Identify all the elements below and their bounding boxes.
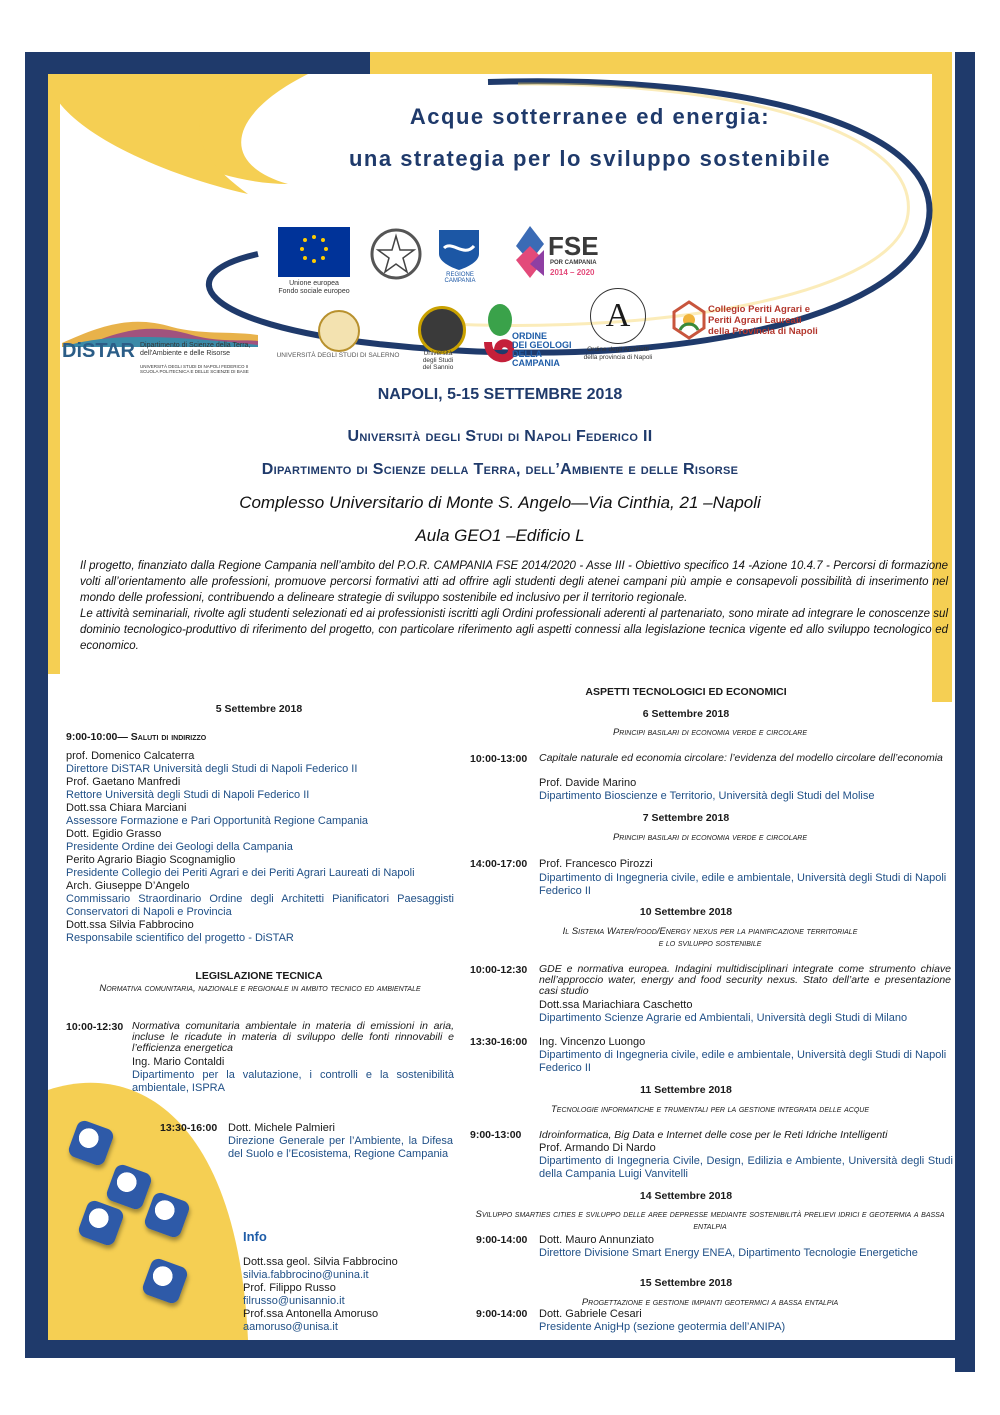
regione-campania-shield-icon <box>434 228 484 272</box>
university-name: Università degli Studi di Napoli Federico II <box>347 428 653 445</box>
distar-caption <box>140 342 250 358</box>
department-name: Dipartimento di Scienze della Terra, dell’Ambiente e delle Risorse <box>261 461 739 478</box>
day-15-affiliation: Presidente AnigHp (sezione geotermia dell’ANIPA) <box>539 1321 786 1333</box>
speaker-role: Presidente Collegio dei Periti Agrari e dei Periti Agrari Laureati di Napoli <box>66 867 415 879</box>
day-10-sub <box>470 926 950 950</box>
eu-caption-1: Unione europea <box>289 280 339 287</box>
frame-bar-top-yellow <box>370 52 950 74</box>
greetings-time: 9:00-10:00— <box>66 731 131 743</box>
periti-3: della Provincia di Napoli <box>708 326 818 337</box>
day-10b-time: 13:30-16:00 <box>470 1036 528 1048</box>
day-10a-time: 10:00-12:30 <box>470 964 528 976</box>
day-10a-affiliation: Dipartimento Scienze Agrarie ed Ambientali, Università degli Studi di Milano <box>539 1012 908 1024</box>
greetings-title: Saluti di indirizzo <box>130 731 207 743</box>
day-10-sub-1: Il Sistema Water/food/Energy nexus per la pianificazione territoriale <box>562 926 858 937</box>
leg2-affiliation: Direzione Generale per l’Ambiente, la Difesa del Suolo e l’Ecosistema, Regione Campania <box>228 1135 453 1160</box>
day-10b-affiliation: Dipartimento di Ingegneria civile, edile e ambientale, Università degli Studi di Napoli Federico II <box>539 1049 947 1074</box>
day-10a-topic: GDE e normativa europea. Indagini multidisciplinari integrate come strumento chiave nell’approccio water, energy and food security nexus. Stato dell’arte e presentazione casi studio <box>539 963 951 997</box>
room: Aula GEO1 –Edificio L <box>415 526 585 545</box>
distar-label: DiSTAR <box>62 340 135 362</box>
eu-caption-2: Fondo sociale europeo <box>278 288 350 295</box>
frame-bar-left <box>25 52 48 1357</box>
sannio-caption <box>412 350 464 371</box>
day-10-sub-2: e lo sviluppo sostenibile <box>658 938 762 949</box>
speaker-name: Dott. Egidio Grasso <box>66 828 162 840</box>
intro-paragraph-2: Le attività seminariali, rivolte agli studenti selezionati ed ai professionisti iscritti agli Ordini professionali aderenti al partenariato, sono mirate ad integrare le conoscenze sul dominio tecnologico-produttivo di riferimento del progetto, con particolare riferimento agli aspetti connessi alla legislazione tecnica vigente ed allo sviluppo tecnologico ed economico. <box>80 608 948 652</box>
periti-caption <box>708 304 818 337</box>
distar-sub-3: UNIVERSITÀ DEGLI STUDI DI NAPOLI FEDERICO II <box>140 364 249 369</box>
fse-label: FSE <box>548 231 599 261</box>
intro-text <box>80 558 948 654</box>
architetti-seal-icon: A <box>590 288 646 344</box>
periti-logo-icon <box>672 300 706 340</box>
day-15-speaker: Dott. Gabriele Cesari <box>539 1308 642 1320</box>
speaker-name: Prof. Gaetano Manfredi <box>66 776 181 788</box>
day-6-speaker: Prof. Davide Marino <box>539 777 637 789</box>
day-11-time: 9:00-13:00 <box>470 1129 522 1141</box>
day-14-sub: Sviluppo smarties cities e sviluppo delle aree depresse mediante sostenibilità prelievi idrici e geotermia a bassa entalpia <box>475 1209 945 1232</box>
sannio-2: degli Studi <box>422 357 454 364</box>
leg2-speaker: Dott. Michele Palmieri <box>228 1122 335 1134</box>
distar-sub-2: dell'Ambiente e delle Risorse <box>140 350 231 357</box>
contact-name: Dott.ssa geol. Silvia Fabbrocino <box>243 1256 398 1268</box>
day-6-affiliation: Dipartimento Bioscienze e Territorio, Università degli Studi del Molise <box>539 790 875 802</box>
speaker-name: prof. Domenico Calcaterra <box>66 750 195 762</box>
leg1-topic: Normativa comunitaria ambientale in materia di emissioni in aria, incluse le ricadute in materia di sviluppo delle fonti rinnovabili e l’efficienza energetica <box>132 1020 454 1054</box>
speaker-role: Presidente Ordine dei Geologi della Campania <box>66 841 293 853</box>
contact-email[interactable]: aamoruso@unisa.it <box>243 1321 338 1333</box>
day-7-sub: Principi basilari di economia verde e circolare <box>612 832 808 843</box>
geologi-logo-icon <box>484 302 514 372</box>
fse-sub: POR CAMPANIA <box>550 260 597 266</box>
architetti-1: Ordine degli Architetti <box>587 346 649 353</box>
salerno-label: UNIVERSITÀ DEGLI STUDI DI SALERNO <box>276 352 400 359</box>
day-5-heading: 5 Settembre 2018 <box>215 703 303 715</box>
day-7-speaker: Prof. Francesco Pirozzi <box>539 858 653 870</box>
eu-caption <box>268 280 360 296</box>
title-line-2: una strategia per lo sviluppo sostenibile <box>348 146 832 171</box>
day-10a-speaker: Dott.ssa Mariachiara Caschetto <box>539 999 693 1011</box>
contact-email[interactable]: silvia.fabbrocino@unina.it <box>243 1269 369 1281</box>
contact-name: Prof.ssa Antonella Amoruso <box>243 1308 379 1320</box>
day-14-time: 9:00-14:00 <box>476 1234 528 1246</box>
day-11-speaker: Prof. Armando Di Nardo <box>539 1142 656 1154</box>
speaker-name: Dott.ssa Chiara Marciani <box>66 802 187 814</box>
leg1-affiliation: Dipartimento per la valutazione, i controlli e la sostenibilità ambientale, ISPRA <box>132 1069 454 1094</box>
geologi-4: CAMPANIA <box>512 358 560 368</box>
eu-flag-icon <box>278 227 350 277</box>
info-contacts <box>243 1256 398 1334</box>
day-15-time: 9:00-14:00 <box>476 1308 528 1320</box>
architetti-2: della provincia di Napoli <box>583 354 653 361</box>
geologi-2: DEI GEOLOGI <box>512 340 572 350</box>
regione-campania-label: REGIONE CAMPANIA <box>444 272 476 284</box>
day-10-heading: 10 Settembre 2018 <box>639 906 733 918</box>
periti-1: Collegio Periti Agrari e <box>708 304 811 315</box>
day-11-affiliation: Dipartimento di Ingegneria Civile, Design, Edilizia e Ambiente, Università degli Studi della Campania Luigi Vanvitelli <box>539 1155 953 1180</box>
geologi-3: DELLA <box>512 349 542 359</box>
intro-paragraph-1: Il progetto, finanziato dalla Regione Campania nell’ambito del P.O.R. CAMPANIA FSE 2014/2020 - Asse III - Obiettivo specifico 14 -Azione 10.4.7 - Percorsi di formazione volti all’orientamento alle professioni, promuove percorsi formativi atti ad offrire agli studenti degli atenei campani più ampie e consapevoli possibilità di inserimento nel mondo delle professioni, contribuendo a delineare strategie di sviluppo sostenibile ed inclusivo per il territorio regionale. <box>80 560 948 604</box>
legislation-subheading: Normativa comunitaria, nazionale e regionale in ambito tecnico ed ambientale <box>99 983 421 994</box>
day-6-sub: Principi basilari di economia verde e circolare <box>612 727 808 738</box>
day-6-topic: Capitale naturale ed economia circolare: l’evidenza del modello circolare dell’economia <box>539 752 943 764</box>
day-11-sub: Tecnologie informatiche e trumentali per la gestione integrata delle acque <box>550 1104 870 1115</box>
sannio-3: del Sannio <box>422 364 454 371</box>
speakers-list <box>66 750 454 945</box>
leg1-speaker: Ing. Mario Contaldi <box>132 1056 225 1068</box>
greetings-heading <box>66 731 206 743</box>
sannio-seal-icon <box>418 306 466 354</box>
speaker-role: Direttore DiSTAR Università degli Studi di Napoli Federico II <box>66 763 358 775</box>
speaker-role: Responsabile scientifico del progetto - DiSTAR <box>66 932 294 944</box>
frame-bar-right-navy <box>955 52 975 1372</box>
frame-bar-top-navy <box>25 52 370 74</box>
fse-logo-icon <box>516 226 546 286</box>
speaker-role: Assessore Formazione e Pari Opportunità Regione Campania <box>66 815 369 827</box>
day-11-topic: Idroinformatica, Big Data e Internet delle cose per le Reti Idriche Intelligenti <box>539 1129 888 1141</box>
frame-bar-bottom <box>25 1340 975 1358</box>
day-14-affiliation: Direttore Divisione Smart Energy ENEA, Dipartimento Tecnologie Energetiche <box>539 1247 918 1259</box>
distar-caption-small <box>140 364 249 374</box>
contact-email[interactable]: filrusso@unisannio.it <box>243 1295 345 1307</box>
day-15-heading: 15 Settembre 2018 <box>639 1277 733 1289</box>
day-11-heading: 11 Settembre 2018 <box>640 1084 732 1096</box>
leg2-time: 13:30-16:00 <box>160 1122 218 1134</box>
sannio-1: Università <box>423 350 453 357</box>
right-section-heading: ASPETTI TECNOLOGICI ED ECONOMICI <box>585 686 787 698</box>
day-7-time: 14:00-17:00 <box>470 858 528 870</box>
day-15-sub: Progettazione e gestione impianti geotermici a bassa entalpia <box>581 1297 839 1308</box>
title-line-1: Acque sotterranee ed energia: <box>409 104 771 129</box>
venue: Complesso Universitario di Monte S. Angelo—Via Cinthia, 21 –Napoli <box>239 493 761 512</box>
speaker-role: Rettore Università degli Studi di Napoli Federico II <box>66 789 310 801</box>
day-7-heading: 7 Settembre 2018 <box>642 812 730 824</box>
day-6-time: 10:00-13:00 <box>470 753 528 765</box>
periti-2: Periti Agrari Laureati <box>708 315 802 326</box>
day-14-heading: 14 Settembre 2018 <box>639 1190 733 1202</box>
distar-sub-1: Dipartimento di Scienze della Terra, <box>140 342 251 349</box>
geologi-1: ORDINE <box>512 331 548 341</box>
fse-years: 2014 – 2020 <box>550 268 595 277</box>
speaker-role: Commissario Straordinario Ordine degli Architetti Pianificatori Paesaggisti Conservatori di Napoli e Provincia <box>66 893 454 918</box>
day-10b-speaker: Ing. Vincenzo Luongo <box>539 1036 646 1048</box>
speaker-name: Arch. Giuseppe D’Angelo <box>66 880 190 892</box>
contact-name: Prof. Filippo Russo <box>243 1282 336 1294</box>
salerno-seal-icon <box>318 310 360 352</box>
day-6-heading: 6 Settembre 2018 <box>642 708 730 720</box>
info-heading: Info <box>243 1229 267 1244</box>
day-14-speaker: Dott. Mauro Annunziato <box>539 1234 654 1246</box>
leg1-time: 10:00-12:30 <box>66 1021 124 1033</box>
event-dates: NAPOLI, 5-15 SETTEMBRE 2018 <box>377 386 623 403</box>
day-7-affiliation: Dipartimento di Ingegneria civile, edile e ambientale, Università degli Studi di Napoli Federico II <box>539 872 947 897</box>
speaker-name: Perito Agrario Biagio Scognamiglio <box>66 854 236 866</box>
speaker-name: Dott.ssa Silvia Fabbrocino <box>66 919 194 931</box>
legislation-heading: LEGISLAZIONE TECNICA <box>195 970 323 982</box>
italian-republic-emblem-icon <box>368 226 424 284</box>
geologi-caption <box>512 332 572 368</box>
architetti-caption <box>570 346 666 362</box>
distar-sub-4: SCUOLA POLITECNICA E DELLE SCIENZE DI BASE <box>140 369 249 374</box>
